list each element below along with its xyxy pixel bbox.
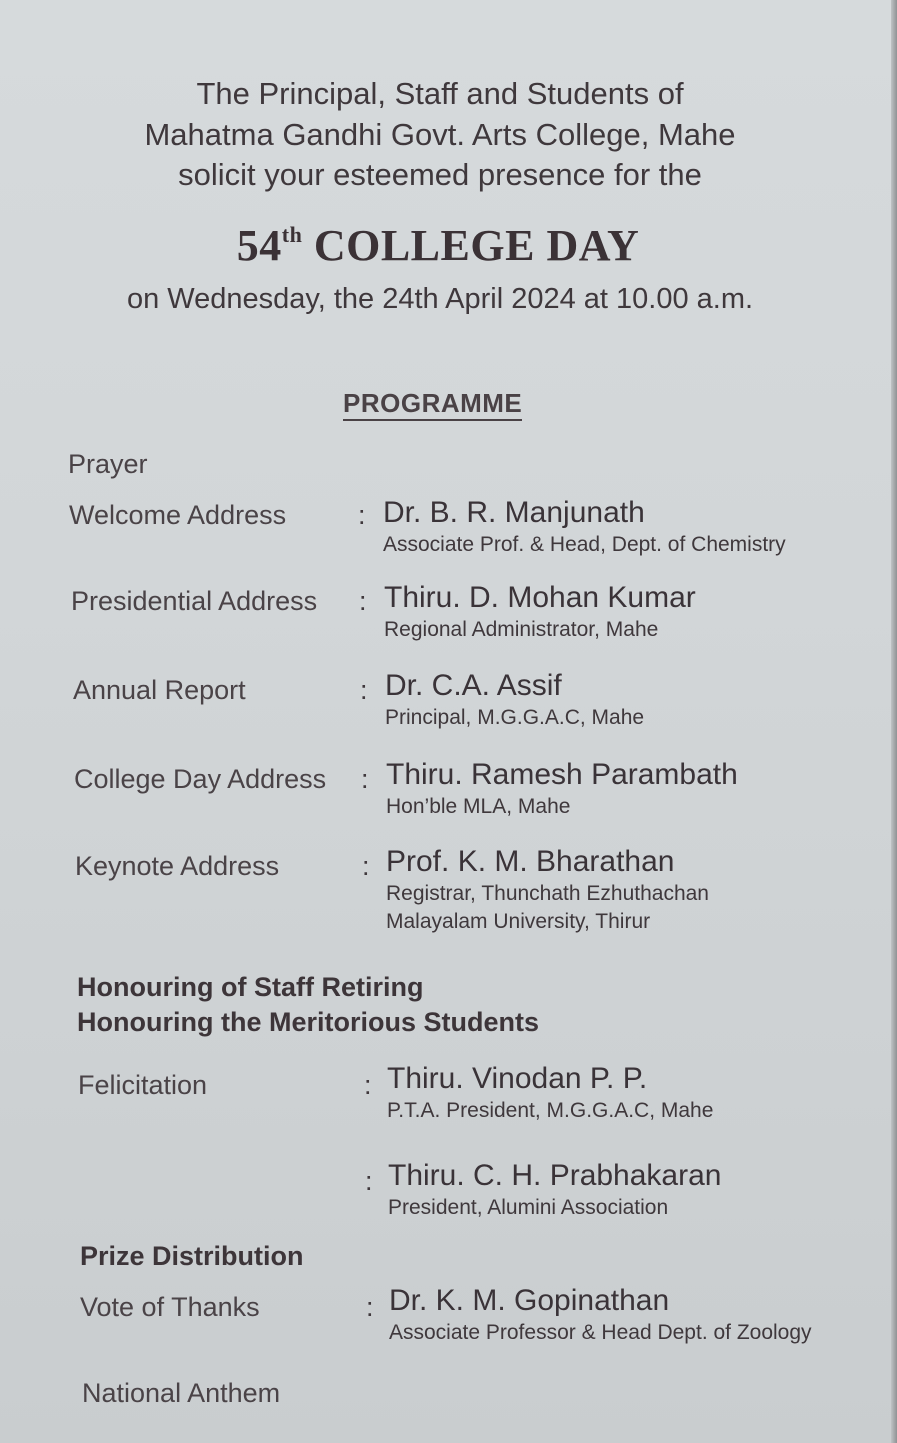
event-date-line: on Wednesday, the 24th April 2024 at 10.00 a.m. <box>126 283 754 315</box>
welcome-speaker-role: Associate Prof. & Head, Dept. of Chemistry <box>383 533 786 556</box>
felicitation-speaker-1-name: Thiru. Vinodan P. P. <box>387 1062 648 1095</box>
vote-of-thanks-speaker <box>389 1283 812 1347</box>
invitation-line-3: solicit your esteemed presence for the <box>178 157 702 192</box>
felicitation-speaker-2-name: Thiru. C. H. Prabhakaran <box>388 1159 722 1192</box>
keynote-speaker-role-line-2: Malayalam University, Thirur <box>386 910 651 933</box>
item-college-day-label: College Day Address <box>74 764 327 794</box>
colon-separator: : <box>358 500 366 530</box>
annual-report-speaker <box>385 668 644 732</box>
item-honouring-students: Honouring the Meritorious Students <box>77 1007 539 1037</box>
item-prayer: Prayer <box>68 449 148 479</box>
colon-separator: : <box>365 1166 373 1196</box>
college-day-speaker-name: Thiru. Ramesh Parambath <box>386 758 738 791</box>
programme-heading: PROGRAMME <box>343 388 522 421</box>
college-day-speaker-role: Hon’ble MLA, Mahe <box>386 795 571 818</box>
invitation-line-1: The Principal, Staff and Students of <box>196 76 684 111</box>
college-day-speaker <box>386 757 738 821</box>
felicitation-speaker-2 <box>388 1158 721 1222</box>
item-welcome-label: Welcome Address <box>69 500 287 530</box>
colon-separator: : <box>361 764 369 794</box>
event-number: 54 <box>236 221 282 270</box>
item-vote-of-thanks-label: Vote of Thanks <box>80 1292 260 1322</box>
felicitation-speaker-2-role: President, Alumini Association <box>388 1196 669 1219</box>
felicitation-speaker-1-role: P.T.A. President, M.G.G.A.C, Mahe <box>387 1099 714 1122</box>
item-keynote-label: Keynote Address <box>75 851 280 881</box>
event-title <box>0 220 876 271</box>
vote-of-thanks-speaker-name: Dr. K. M. Gopinathan <box>389 1284 670 1317</box>
keynote-speaker-name: Prof. K. M. Bharathan <box>386 845 675 878</box>
item-presidential-label: Presidential Address <box>71 586 318 616</box>
presidential-speaker-name: Thiru. D. Mohan Kumar <box>384 581 696 614</box>
card-edge <box>891 0 897 1443</box>
item-honouring-staff: Honouring of Staff Retiring <box>77 972 424 1002</box>
welcome-speaker-name: Dr. B. R. Manjunath <box>383 496 645 529</box>
vote-of-thanks-speaker-role: Associate Professor & Head Dept. of Zoology <box>389 1321 812 1344</box>
event-title-text: COLLEGE DAY <box>313 221 640 270</box>
item-prize-distribution: Prize Distribution <box>80 1241 304 1271</box>
item-national-anthem: National Anthem <box>82 1378 281 1408</box>
presidential-speaker-role: Regional Administrator, Mahe <box>384 618 659 641</box>
invitation-line-2: Mahatma Gandhi Govt. Arts College, Mahe <box>144 117 736 152</box>
keynote-speaker <box>386 844 709 936</box>
presidential-speaker <box>384 580 696 644</box>
keynote-speaker-role-line-1: Registrar, Thunchath Ezhuthachan <box>386 882 709 905</box>
colon-separator: : <box>360 675 368 705</box>
colon-separator: : <box>364 1070 372 1100</box>
event-ordinal-suffix: th <box>281 222 303 247</box>
item-felicitation-label: Felicitation <box>78 1070 208 1100</box>
colon-separator: : <box>362 851 370 881</box>
felicitation-speaker-1 <box>387 1061 713 1125</box>
colon-separator: : <box>359 586 367 616</box>
colon-separator: : <box>366 1292 374 1322</box>
item-annual-report-label: Annual Report <box>73 675 246 705</box>
annual-report-speaker-role: Principal, M.G.G.A.C, Mahe <box>385 706 645 729</box>
welcome-speaker <box>383 495 786 559</box>
annual-report-speaker-name: Dr. C.A. Assif <box>385 669 562 702</box>
